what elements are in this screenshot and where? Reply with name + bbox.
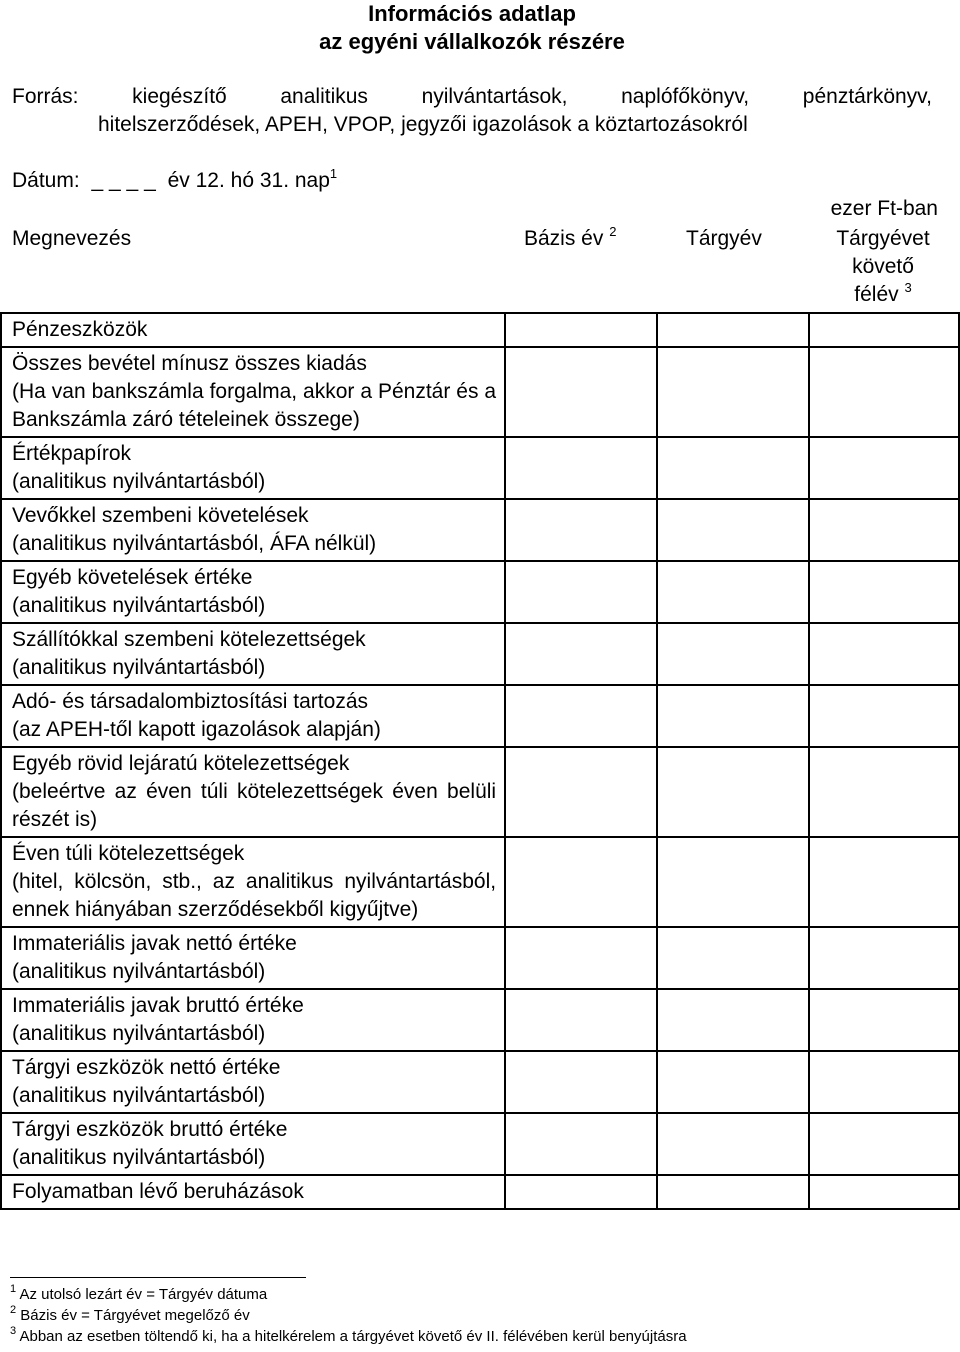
table-row: [1, 989, 959, 1051]
row-label: [1, 623, 505, 685]
footnote-item: [10, 1326, 687, 1347]
row-note: (analitikus nyilvántartásból): [12, 960, 266, 983]
row-title: Értékpapírok: [12, 442, 132, 465]
row-label: [1, 347, 505, 437]
current-year-cell[interactable]: [657, 1175, 809, 1209]
current-year-cell[interactable]: [657, 1113, 809, 1175]
current-year-cell[interactable]: [657, 313, 809, 347]
row-title: Vevőkkel szembeni követelések: [12, 504, 309, 527]
year-blank-field[interactable]: _ _ _ _: [91, 169, 156, 192]
column-header-next-half-year: [818, 225, 948, 309]
table-row: [1, 927, 959, 989]
row-title: Egyéb követelések értéke: [12, 566, 253, 589]
row-label: [1, 561, 505, 623]
row-label: [1, 499, 505, 561]
row-note: (analitikus nyilvántartásból): [12, 1022, 266, 1045]
row-title: Tárgyi eszközök nettó értéke: [12, 1056, 281, 1079]
row-note: (analitikus nyilvántartásból): [12, 470, 266, 493]
next-half-cell[interactable]: [809, 623, 959, 685]
table-row: [1, 1175, 959, 1209]
current-year-cell[interactable]: [657, 499, 809, 561]
source-word: nyilvántartások,: [421, 85, 568, 108]
row-note: (beleértve az éven túli kötelezettségek éven belüli részét is): [12, 780, 497, 831]
current-year-cell[interactable]: [657, 927, 809, 989]
table-row: [1, 837, 959, 927]
row-title: Immateriális javak bruttó értéke: [12, 994, 304, 1017]
table-row: [1, 313, 959, 347]
row-note: (analitikus nyilvántartásból, ÁFA nélkül): [12, 532, 377, 555]
footnote-item: [10, 1284, 687, 1305]
next-half-line-3: [818, 281, 948, 309]
base-year-cell[interactable]: [505, 747, 657, 837]
current-year-cell[interactable]: [657, 837, 809, 927]
next-half-cell[interactable]: [809, 837, 959, 927]
base-year-cell[interactable]: [505, 623, 657, 685]
base-year-cell[interactable]: [505, 1175, 657, 1209]
date-line: [12, 167, 337, 195]
footnote-text: Az utolsó lezárt év = Tárgyév dátuma: [19, 1286, 268, 1303]
base-year-cell[interactable]: [505, 313, 657, 347]
base-year-cell[interactable]: [505, 499, 657, 561]
source-word: pénztárkönyv,: [802, 85, 932, 108]
next-half-cell[interactable]: [809, 685, 959, 747]
base-year-cell[interactable]: [505, 927, 657, 989]
row-label: [1, 1051, 505, 1113]
base-year-cell[interactable]: [505, 685, 657, 747]
footnote-text: Abban az esetben töltendő ki, ha a hitelkérelem a tárgyévet követő év II. félévében kerül benyújtásra: [19, 1328, 687, 1345]
table-row: [1, 1113, 959, 1175]
row-label: [1, 313, 505, 347]
current-year-cell[interactable]: [657, 623, 809, 685]
data-table: [0, 312, 960, 1210]
footnote-ref-3: 3: [904, 280, 912, 295]
row-note: (analitikus nyilvántartásból): [12, 656, 266, 679]
row-title: Éven túli kötelezettségek: [12, 842, 245, 865]
column-header-name: Megnevezés: [12, 227, 132, 250]
footnote-number: 1: [10, 1283, 17, 1295]
table-row: [1, 685, 959, 747]
next-half-cell[interactable]: [809, 747, 959, 837]
row-label: [1, 747, 505, 837]
unit-label: ezer Ft-ban: [830, 197, 938, 220]
footnote-divider: [10, 1277, 306, 1278]
source-line-1: [12, 83, 932, 111]
current-year-cell[interactable]: [657, 989, 809, 1051]
base-year-cell[interactable]: [505, 1113, 657, 1175]
base-year-cell[interactable]: [505, 1051, 657, 1113]
base-year-cell[interactable]: [505, 989, 657, 1051]
table-row: [1, 1051, 959, 1113]
source-block: [12, 83, 932, 139]
row-title: Adó- és társadalombiztosítási tartozás: [12, 690, 368, 713]
next-half-line-1: Tárgyévet: [836, 227, 930, 250]
footnote-item: [10, 1305, 687, 1326]
row-title: Szállítókkal szembeni kötelezettségek: [12, 628, 366, 651]
next-half-cell[interactable]: [809, 499, 959, 561]
current-year-cell[interactable]: [657, 437, 809, 499]
column-header-current-year: Tárgyév: [686, 227, 762, 250]
next-half-cell[interactable]: [809, 1175, 959, 1209]
row-title: Egyéb rövid lejáratú kötelezettségek: [12, 752, 350, 775]
row-note: (analitikus nyilvántartásból): [12, 594, 266, 617]
row-title: Folyamatban lévő beruházások: [12, 1180, 304, 1203]
next-half-cell[interactable]: [809, 437, 959, 499]
table-row: [1, 747, 959, 837]
current-year-cell[interactable]: [657, 747, 809, 837]
table-row: [1, 623, 959, 685]
row-title: Összes bevétel mínusz összes kiadás: [12, 352, 367, 375]
date-label: Dátum:: [12, 169, 80, 192]
document-subtitle: az egyéni vállalkozók részére: [319, 29, 625, 54]
row-note: (analitikus nyilvántartásból): [12, 1146, 266, 1169]
table-row: [1, 561, 959, 623]
row-title: Immateriális javak nettó értéke: [12, 932, 297, 955]
footnote-number: 2: [10, 1304, 17, 1316]
row-label: [1, 927, 505, 989]
source-label: Forrás:: [12, 85, 79, 108]
footnote-number: 3: [10, 1325, 17, 1337]
column-header-base-year-label: Bázis év: [524, 227, 604, 250]
next-half-cell[interactable]: [809, 313, 959, 347]
source-line-2: hitelszerződések, APEH, VPOP, jegyzői igazolások a köztartozásokról: [98, 113, 748, 136]
row-label: [1, 1175, 505, 1209]
row-note: (analitikus nyilvántartásból): [12, 1084, 266, 1107]
row-title: Tárgyi eszközök bruttó értéke: [12, 1118, 288, 1141]
next-half-cell[interactable]: [809, 1051, 959, 1113]
date-text: év 12. hó 31. nap: [167, 169, 330, 192]
table-row: [1, 499, 959, 561]
row-title: Pénzeszközök: [12, 318, 148, 341]
source-word: analitikus: [280, 85, 368, 108]
row-label: [1, 1113, 505, 1175]
table-row: [1, 347, 959, 437]
column-header-base-year: [524, 225, 616, 253]
base-year-cell[interactable]: [505, 347, 657, 437]
source-word: kiegészítő: [132, 85, 227, 108]
table-row: [1, 437, 959, 499]
row-label: [1, 437, 505, 499]
next-half-line-2: követő: [852, 255, 914, 278]
current-year-cell[interactable]: [657, 347, 809, 437]
row-note: (Ha van bankszámla forgalma, akkor a Pénztár és a Bankszámla záró tételeinek összege): [12, 380, 497, 431]
row-label: [1, 685, 505, 747]
base-year-cell[interactable]: [505, 837, 657, 927]
next-half-cell[interactable]: [809, 989, 959, 1051]
row-label: [1, 989, 505, 1051]
footnote-text: Bázis év = Tárgyévet megelőző év: [20, 1307, 250, 1324]
base-year-cell[interactable]: [505, 437, 657, 499]
footnote-ref-2: 2: [609, 224, 617, 239]
row-note: (hitel, kölcsön, stb., az analitikus nyilvántartásból, ennek hiányában szerződésekből kigyűjtve): [12, 870, 497, 921]
next-half-label: félév: [854, 283, 899, 306]
next-half-cell[interactable]: [809, 347, 959, 437]
current-year-cell[interactable]: [657, 1051, 809, 1113]
row-note: (az APEH-től kapott igazolások alapján): [12, 718, 381, 741]
next-half-cell[interactable]: [809, 561, 959, 623]
next-half-cell[interactable]: [809, 927, 959, 989]
document-title: Információs adatlap: [368, 1, 576, 26]
footnotes: [10, 1284, 687, 1347]
current-year-cell[interactable]: [657, 561, 809, 623]
row-label: [1, 837, 505, 927]
footnote-ref-1: 1: [329, 166, 338, 181]
base-year-cell[interactable]: [505, 561, 657, 623]
next-half-cell[interactable]: [809, 1113, 959, 1175]
source-word: naplófőkönyv,: [621, 85, 750, 108]
current-year-cell[interactable]: [657, 685, 809, 747]
